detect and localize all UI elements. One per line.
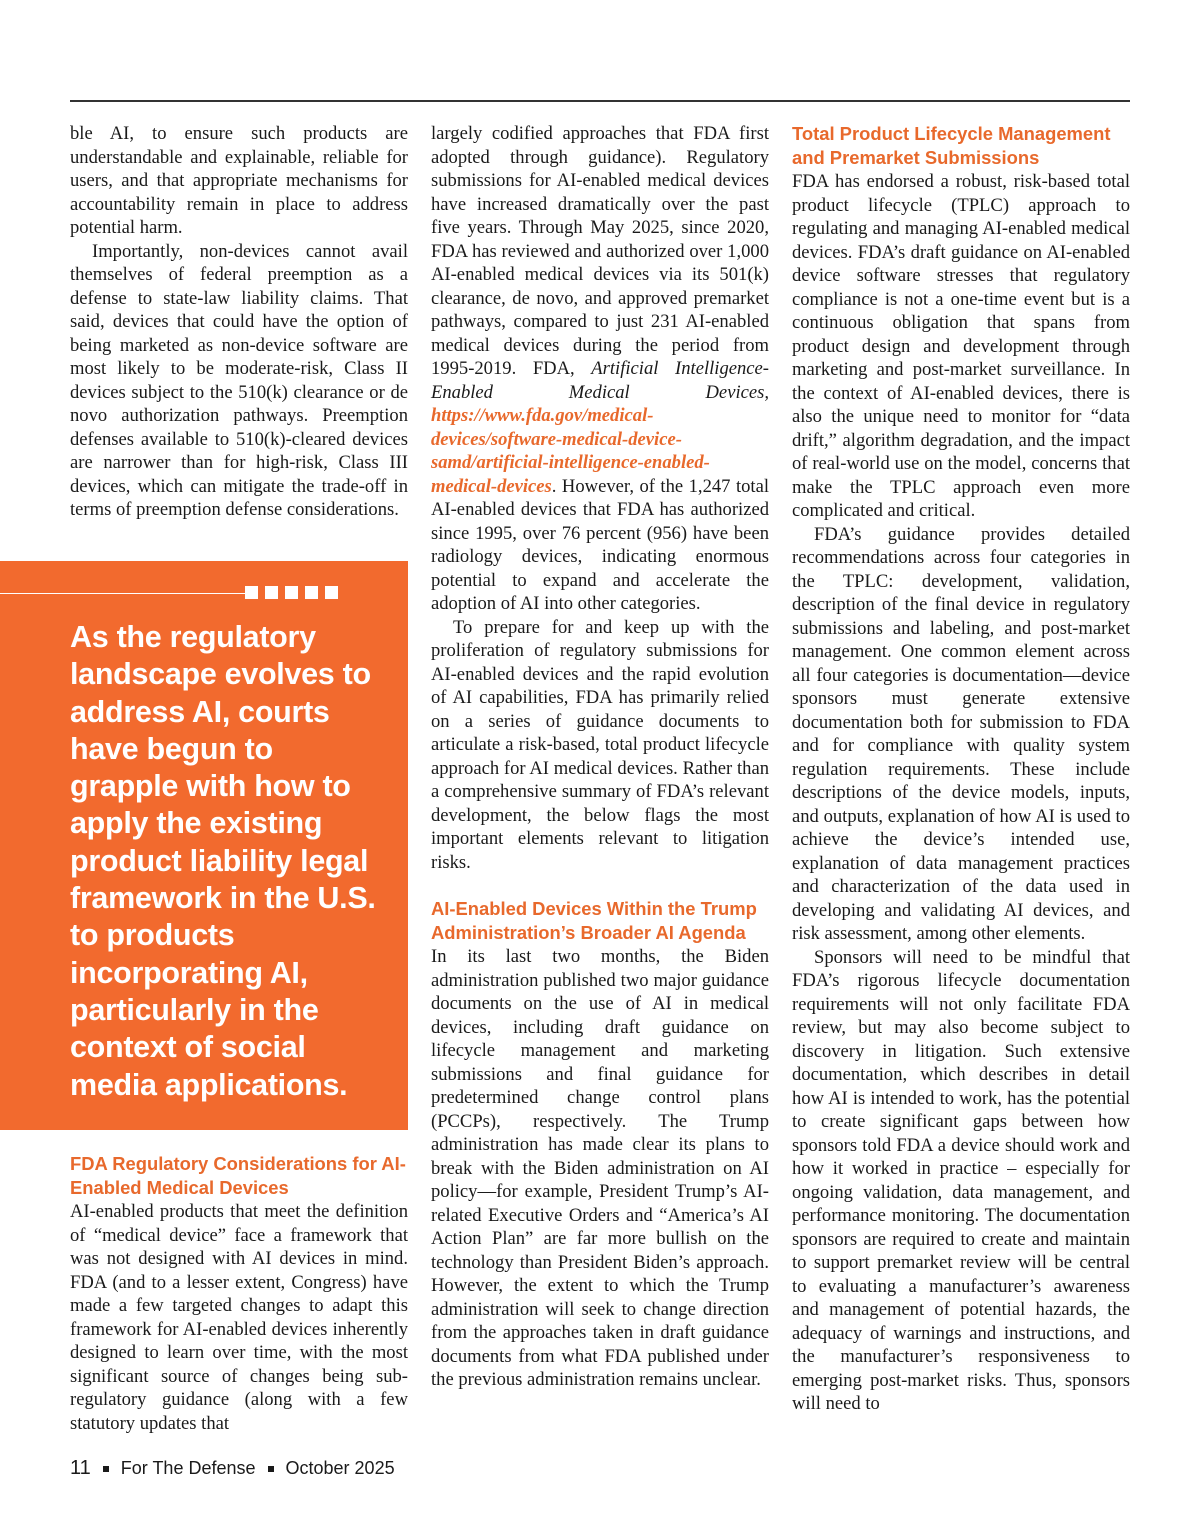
pull-quote-rule [0, 593, 245, 594]
section-heading: Total Product Lifecycle Management and Premarket Submissions [792, 123, 1111, 168]
issue-date: October 2025 [285, 1458, 395, 1478]
column-2 [431, 122, 769, 1392]
paragraph: FDA’s guidance provides detailed recommendations across four categories in the TPLC: development, validation, description of the final device in regulatory submissions and labeling, and post-market management. One common element across all four categories is documentation—device sponsors must generate extensive documentation both for submission to FDA and for compliance with quality system regulation requirements. These include descriptions of the device models, inputs, and outputs, explanation of how AI is used to achieve the device’s intended use, explanation of data management practices and characterization of the data used in developing and validating AI devices, and risk assessment, among other elements. [792, 523, 1130, 944]
pull-quote-box [0, 561, 408, 1130]
section-heading: FDA Regulatory Considerations for AI-Enabled Medical Devices [70, 1153, 406, 1198]
paragraph: Sponsors will need to be mindful that FDA’s rigorous lifecycle documentation requirements will not only facilitate FDA review, but may also become subject to discovery in litigation. Such extensive documentation, which describes in detail how AI is intended to work, has the potential to create significant gaps between how sponsors told FDA a device should work and how it worked in practice – especially for ongoing validation, data management, and performance monitoring. The documentation sponsors are required to create and maintain to support premarket review will be central to evaluating a manufacturer’s awareness and management of potential hazards, the adequacy of warnings and instructions, and the manufacturer’s responsiveness to emerging post-market risks. Thus, sponsors will need to [792, 946, 1130, 1414]
paragraph: To prepare for and keep up with the proliferation of regulatory submissions for AI-enabled devices and the rapid evolution of AI capabilities, FDA has primarily relied on a series of guidance documents to articulate a risk-based, total product lifecycle approach for AI medical devices. Rather than a comprehensive summary of FDA’s relevant development, the below flags the most important elements relevant to litigation risks. [431, 616, 769, 873]
citation-title: Artificial Intelligence-Enabled Medical Devices, [431, 358, 769, 403]
page-footer [70, 1457, 395, 1480]
paragraph: FDA has endorsed a robust, risk-based total product lifecycle (TPLC) approach to regulating and managing AI-enabled medical devices. FDA’s draft guidance on AI-enabled device software stresses that regulatory compliance is not a one-time event but is a continuous obligation that spans from product design and development through marketing and post-market surveillance. In the context of AI-enabled devices, there is also the unique need to monitor for “data drift,” algorithm degradation, and the impact of real-world use on the model, concerns that make the TPLC approach even more complicated and critical. [792, 171, 1130, 521]
paragraph: ble AI, to ensure such products are understandable and explainable, reliable for users, and that appropriate mechanisms for accountability remain in place to address potential harm. [70, 123, 408, 238]
fda-link[interactable]: https://www.fda.gov/medical-devices/software-medical-device-samd/artificial-intelligence-enabled-medical-devices [431, 405, 710, 497]
paragraph-text: . However, of the 1,247 total AI-enabled devices that FDA has authorized since 1995, over 76 percent (956) have been radiology devices, indicating enormous potential to expand and accelerate the adoption of AI into other categories. [431, 475, 769, 614]
column-3 [792, 122, 1130, 1416]
paragraph: Importantly, non-devices cannot avail themselves of federal preemption as a defense to state-law liability claims. That said, devices that could have the option of being marketed as non-device software are most likely to be moderate-risk, Class II devices subject to the 510(k) clearance or de novo authorization pathways. Preemption defenses available to 510(k)-cleared devices are narrower than for high-risk, Class III devices, which can mitigate the trade-off in terms of preemption defense considerations. [70, 240, 408, 520]
pull-quote-squares [245, 586, 345, 599]
paragraph [431, 122, 769, 616]
paragraph: In its last two months, the Biden administration published two major guidance documents on the use of AI in medical devices, including draft guidance on lifecycle management and marketing submissions and final guidance for predetermined change control plans (PCCPs), respectively. The Trump administration has made clear its plans to break with the Biden administration on AI policy—for example, President Trump’s AI-related Executive Orders and “America’s AI Action Plan” are far more bullish on the technology than President Biden’s approach. However, the extent to which the Trump administration will seek to change direction from the approaches taken in draft guidance documents from what FDA published under the previous administration remains unclear. [431, 946, 769, 1390]
publication-name: For The Defense [120, 1458, 256, 1478]
page-number: 11 [70, 1457, 91, 1479]
bullet-separator [103, 1466, 109, 1472]
section-heading: AI-Enabled Devices Within the Trump Administration’s Broader AI Agenda [431, 898, 757, 943]
header-rule [70, 100, 1130, 102]
bullet-separator [268, 1466, 274, 1472]
column-1-top [70, 122, 408, 522]
paragraph-text: largely codified approaches that FDA first adopted through guidance). Regulatory submissions for AI-enabled medical devices have increased dramatically over the past five years. Through May 2025, since 2020, FDA has reviewed and authorized over 1,000 AI-enabled medical devices via its 501(k) clearance, de novo, and approved premarket pathways, compared to just 231 AI-enabled medical devices during the period from 1995-2019. FDA, [431, 123, 769, 379]
column-1-bottom [70, 1152, 408, 1435]
pull-quote-text: As the regulatory landscape evolves to address AI, courts have begun to grapple with how to apply the existing product liability legal framework in the U.S. to products incorporating AI, particularly in the context of social media applications. [70, 620, 376, 1102]
paragraph: AI-enabled products that meet the definition of “medical device” face a framework that was not designed with AI devices in mind. FDA (and to a lesser extent, Congress) have made a few targeted changes to adapt this framework for AI-enabled devices inherently designed to learn over time, with the most significant source of changes being sub-regulatory guidance (along with a few statutory updates that [70, 1201, 408, 1434]
